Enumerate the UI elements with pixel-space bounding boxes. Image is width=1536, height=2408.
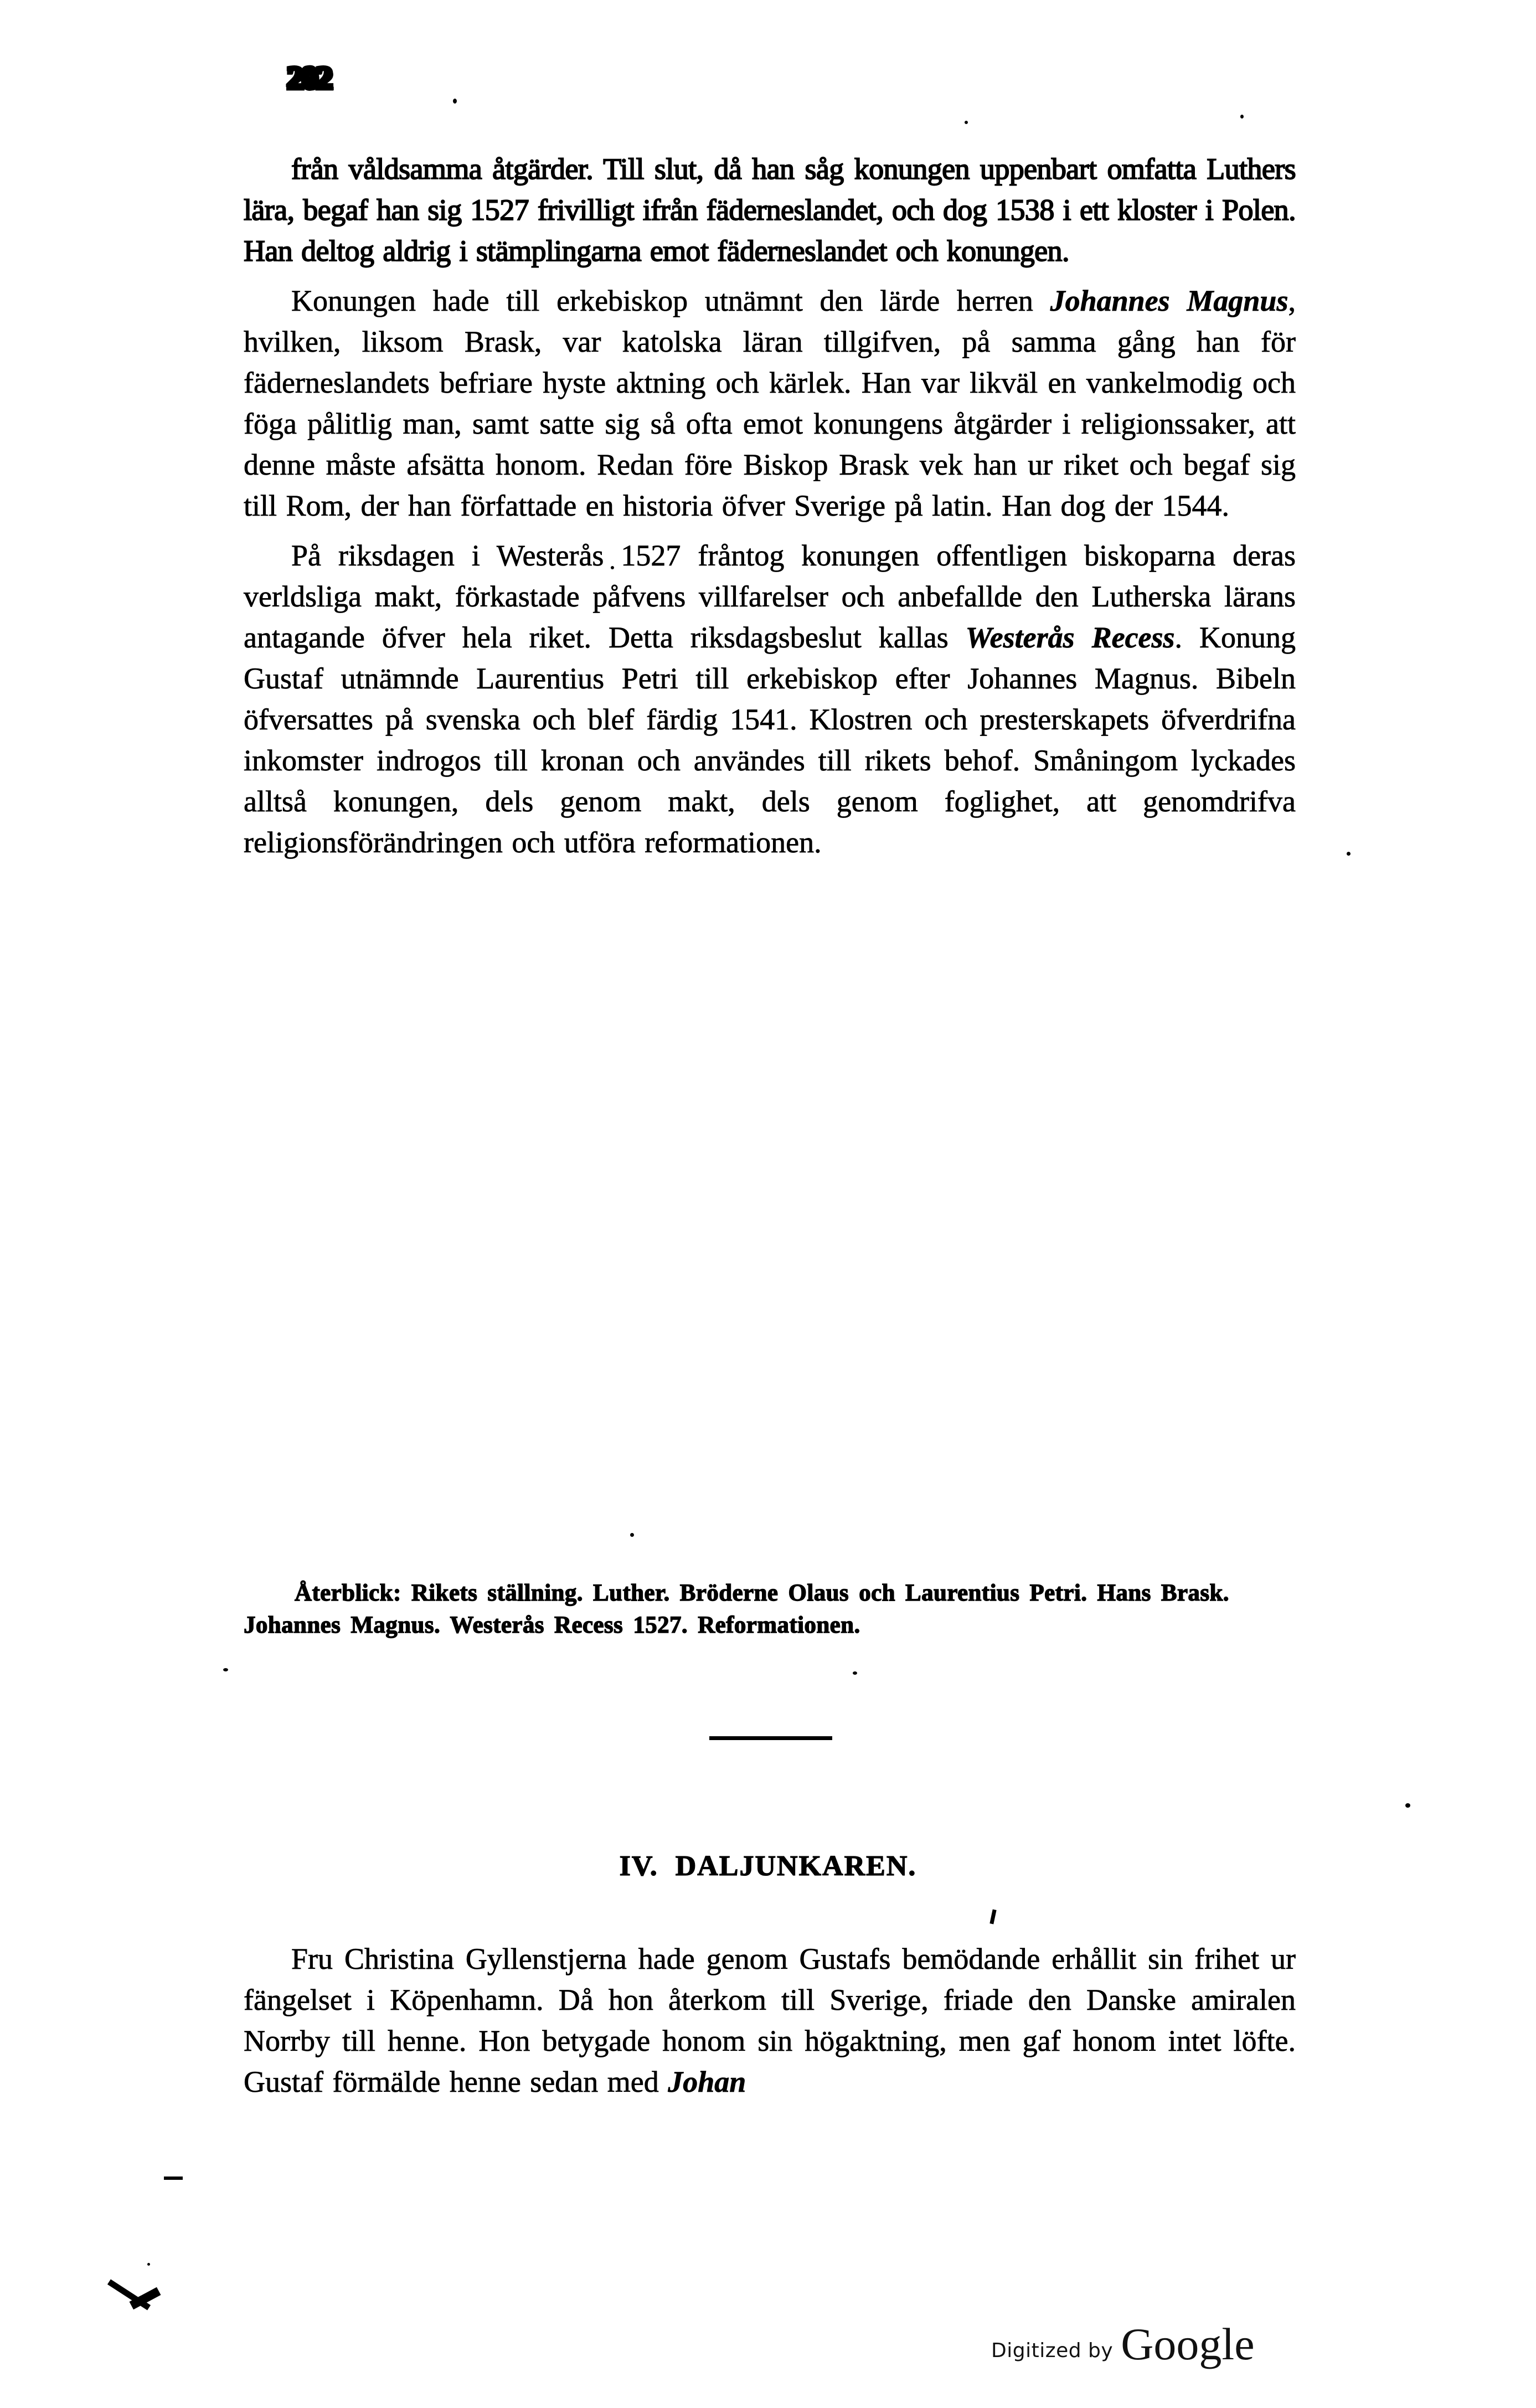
margin-dash-artifact [164, 2177, 183, 2180]
watermark-prefix: Digitized by [991, 2339, 1114, 2362]
chapter-heading: IV. DALJUNKAREN. [619, 1850, 917, 1882]
main-text-column [244, 148, 1296, 863]
recap-block [244, 1577, 1298, 1642]
scan-speck [965, 121, 968, 124]
closing-text-column [244, 1938, 1296, 2102]
italic-run: Johan [668, 2065, 746, 2098]
scan-speck [1347, 852, 1351, 856]
scan-speck [223, 1668, 228, 1671]
google-wordmark: Google [1121, 2319, 1255, 2369]
scan-speck [853, 1671, 857, 1675]
section-divider [709, 1736, 832, 1740]
scan-speck [630, 1533, 634, 1537]
scan-speck [453, 99, 457, 104]
paragraph-3: På riksdagen i Westerås 1527 fråntog konungen offentligen biskoparna deras verldsliga makt, förkastade påfvens villfarelser och anbefallde den Lutherska lärans antagande öfver hela riket. Detta riksdagsbeslut kallas Westerås Recess. Konung Gustaf utnämnde Laurentius Petri till erkebiskop efter Johannes Magnus. Bibeln öfversattes på svenska och blef färdig 1541. Klostren och presterskapets öfverdrifna inkomster indrogos till kronan och användes till rikets behof. Småningom lyckades alltså konungen, dels genom makt, dels genom foglighet, att genomdrifva religionsförändringen och utföra reformationen. [244, 539, 1296, 859]
italic-run: Westerås Recess [965, 621, 1175, 654]
digitized-by-google-watermark [991, 2316, 1255, 2368]
italic-run: Johannes Magnus [1050, 284, 1288, 317]
corner-smudge-artifact [100, 2260, 172, 2320]
recap-items: Rikets ställning. Luther. Bröderne Olaus och Laurentius Petri. Hans Brask. Johannes Magnus. Westerås Recess 1527. Reformationen. [244, 1580, 1229, 1638]
scan-speck [1405, 1803, 1410, 1808]
recap-label: Återblick: [295, 1580, 411, 1606]
page-number: 202 [287, 60, 331, 96]
paragraph-2: Konungen hade till erkebiskop utnämnt den lärde herren Johannes Magnus, hvilken, liksom Brask, var katolska läran tillgifven, på samma gång han för fäderneslandets befriare hyste aktning och kärlek. Han var likväl en vankelmodig och föga pålitlig man, samt satte sig så ofta emot konungens åtgärder i religionssaker, att denne måste afsätta honom. Redan före Biskop Brask vek han ur riket och begaf sig till Rom, der han författade en historia öfver Sverige på latin. Han dog der 1544. [244, 284, 1296, 522]
recap-text [244, 1580, 1229, 1638]
closing-paragraph-1: Fru Christina Gyllenstjerna hade genom Gustafs bemödande erhållit sin frihet ur fängelset i Köpenhamn. Då hon återkom till Sverige, friade den Danske amiralen Norrby till henne. Hon betygade honom sin högaktning, men gaf honom intet löfte. Gustaf förmälde henne sedan med Johan [244, 1942, 1296, 2098]
scan-speck [1240, 115, 1244, 119]
paragraph-1: från våldsamma åtgärder. Till slut, då han såg konungen uppenbart omfatta Luthers lära, begaf han sig 1527 frivilligt ifrån fäderneslandet, och dog 1538 i ett kloster i Polen. Han deltog aldrig i stämplingarna emot fäderneslandet och konungen. [244, 152, 1296, 267]
scan-artifact-tick [989, 1910, 996, 1925]
